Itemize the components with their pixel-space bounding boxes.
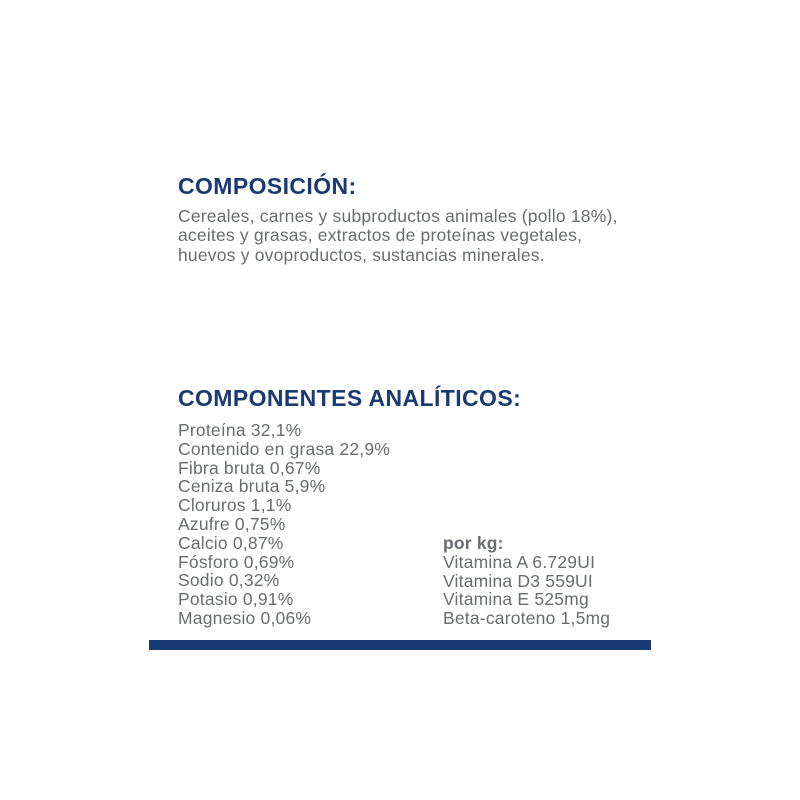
composition-body-text: Cereales, carnes y subproductos animales (pollo 18%), aceites y grasas, extractos de proteínas vegetales, huevos y ovoproductos, sustancias minerales. <box>178 206 618 265</box>
analytical-item-phosphorus: Fósforo 0,69% <box>178 551 295 572</box>
analytical-item-fat: Contenido en grasa 22,9% <box>178 438 391 459</box>
analytical-components-heading: COMPONENTES ANALÍTICOS: <box>178 385 522 411</box>
analytical-item-sodium: Sodio 0,32% <box>178 570 280 591</box>
analytical-item-chlorides: Cloruros 1,1% <box>178 495 292 516</box>
composition-heading: COMPOSICIÓN: <box>178 173 357 199</box>
analytical-item-protein: Proteína 32,1% <box>178 420 302 440</box>
analytical-item-magnesium: Magnesio 0,06% <box>178 607 312 628</box>
analytical-item-crude-ash: Ceniza bruta 5,9% <box>178 476 326 497</box>
per-kg-item-vitamin-d3: Vitamina D3 559UI <box>443 570 593 591</box>
analytical-item-calcium: Calcio 0,87% <box>178 532 284 553</box>
divider-bar <box>149 640 651 650</box>
per-kg-item-beta-carotene: Beta-caroteno 1,5mg <box>443 608 611 629</box>
analytical-components-list <box>178 421 390 628</box>
analytical-item-crude-fibre: Fibra bruta 0,67% <box>178 457 321 478</box>
analytical-item-sulphur: Azufre 0,75% <box>178 513 286 534</box>
per-kg-block <box>443 534 610 628</box>
per-kg-heading: por kg: <box>443 533 504 553</box>
per-kg-item-vitamin-e: Vitamina E 525mg <box>443 589 589 610</box>
per-kg-item-vitamin-a: Vitamina A 6.729UI <box>443 551 596 572</box>
analytical-item-potassium: Potasio 0,91% <box>178 589 294 610</box>
